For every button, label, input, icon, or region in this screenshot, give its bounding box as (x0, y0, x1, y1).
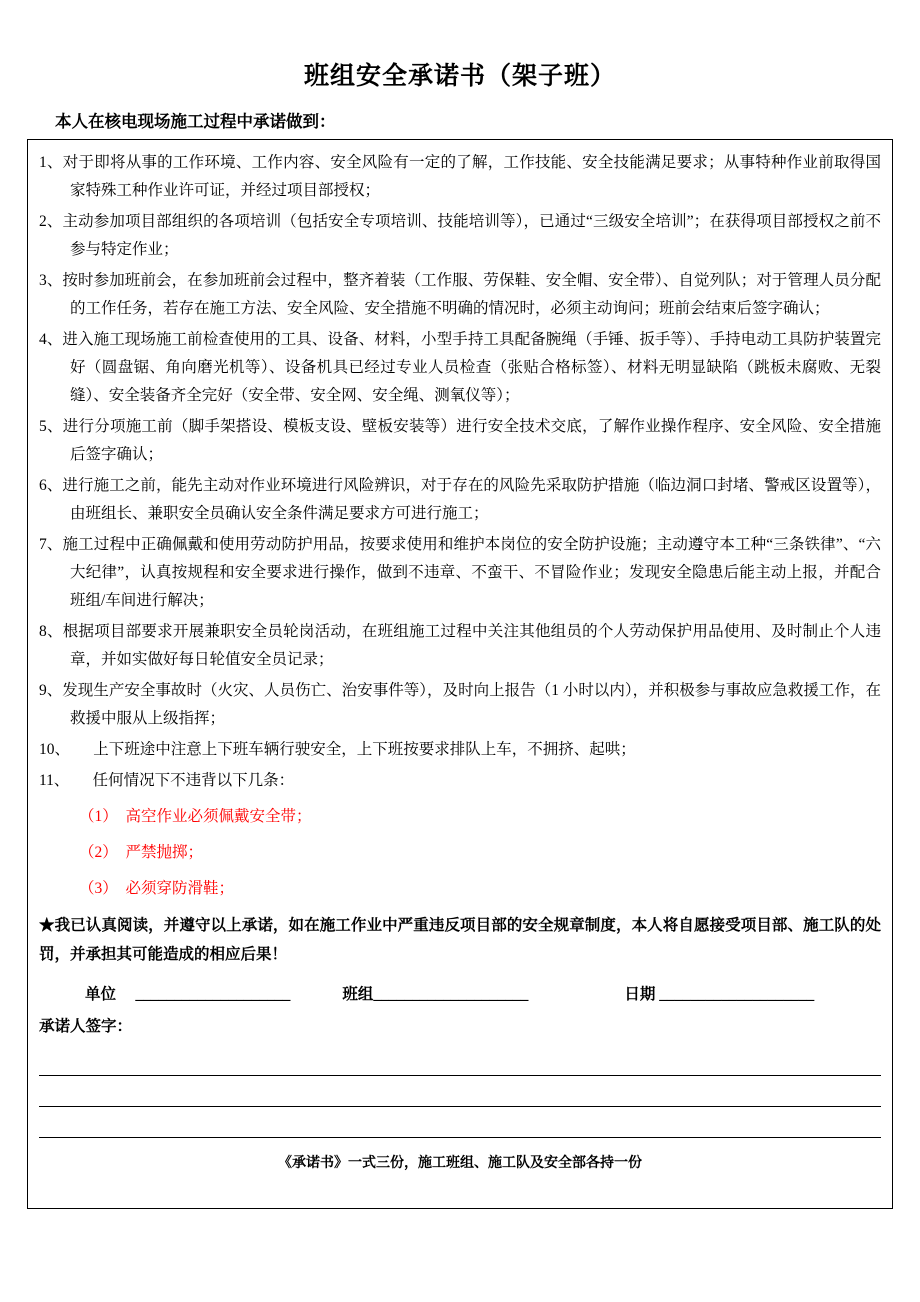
item-7: 7、施工过程中正确佩戴和使用劳动防护用品，按要求使用和维护本岗位的安全防护设施；主动遵守本工种“三条铁律”、“六大纪律”，认真按规程和安全要求进行操作，做到不违章、不蛮干、不冒险作业；发现安全隐患后能主动上报，并配合班组/车间进行解决； (39, 536, 881, 609)
item-9: 9、发现生产安全事故时（火灾、人员伤亡、治安事件等），及时向上报告（1 小时以内），并积极参与事故应急救援工作，在救援中服从上级指挥； (39, 682, 881, 727)
item-11: 11、 任何情况下不违背以下几条： (39, 772, 295, 789)
star-note: ★我已认真阅读，并遵守以上承诺，如在施工作业中严重违反项目部的安全规章制度，本人将自愿接受项目部、施工队的处罚，并承担其可能造成的相应后果！ (39, 917, 881, 963)
item-8: 8、根据项目部要求开展兼职安全员轮岗活动，在班组施工过程中关注其他组员的个人劳动保护用品使用、及时制止个人违章，并如实做好每日轮值安全员记录； (39, 623, 881, 668)
unit-field: 单位 ____________________ (85, 986, 291, 1003)
signature-line-3 (39, 1107, 881, 1138)
item-4: 4、进入施工现场施工前检查使用的工具、设备、材料，小型手持工具配备腕绳（手锤、扳手等）、手持电动工具防护装置完好（圆盘锯、角向磨光机等）、设备机具已经过专业人员检查（张贴合格标签）、材料无明显缺陷（跳板未腐败、无裂缝）、安全装备齐全完好（安全带、安全网、安全绳、测氧仪等）； (39, 331, 881, 404)
item-1: 1、对于即将从事的工作环境、工作内容、安全风险有一定的了解，工作技能、安全技能满足要求；从事特种作业前取得国家特殊工种作业许可证，并经过项目部授权； (39, 154, 881, 199)
commitment-items-list (39, 149, 881, 903)
item-3: 3、按时参加班前会，在参加班前会过程中，整齐着装（工作服、劳保鞋、安全帽、安全带）、自觉列队；对于管理人员分配的工作任务，若存在施工方法、安全风险、安全措施不明确的情况时，必须主动询问；班前会结束后签字确认； (39, 272, 881, 317)
item-5: 5、进行分项施工前（脚手架搭设、模板支设、壁板安装等）进行安全技术交底，了解作业操作程序、安全风险、安全措施后签字确认； (39, 418, 881, 463)
item-10: 10、 上下班途中注意上下班车辆行驶安全，上下班按要求排队上车，不拥挤、起哄； (39, 741, 636, 758)
group-field: 班组____________________ (342, 986, 529, 1003)
item-6: 6、进行施工之前，能先主动对作业环境进行风险辨识，对于存在的风险先采取防护措施（临边洞口封堵、警戒区设置等），由班组长、兼职安全员确认安全条件满足要求方可进行施工； (39, 477, 881, 522)
date-field: 日期 ____________________ (624, 986, 815, 1003)
signature-line-2 (39, 1076, 881, 1107)
sub-item-2: （2） 严禁抛掷； (79, 844, 204, 861)
signature-form-row (39, 981, 881, 1009)
signature-line-1 (39, 1045, 881, 1076)
intro-text: 本人在核电现场施工过程中承诺做到： (55, 112, 336, 131)
signer-label: 承诺人签字： (39, 1018, 133, 1035)
sub-item-1: （1） 高空作业必须佩戴安全带； (79, 808, 312, 825)
sub-item-3: （3） 必须穿防滑鞋； (79, 880, 235, 897)
item-2: 2、主动参加项目部组织的各项培训（包括安全专项培训、技能培训等），已通过“三级安全培训”；在获得项目部授权之前不参与特定作业； (39, 213, 881, 258)
commitment-box (27, 139, 893, 1209)
footer-note: 《承诺书》一式三份，施工班组、施工队及安全部各持一份 (278, 1156, 642, 1171)
page-title: 班组安全承诺书（架子班） (303, 63, 616, 90)
